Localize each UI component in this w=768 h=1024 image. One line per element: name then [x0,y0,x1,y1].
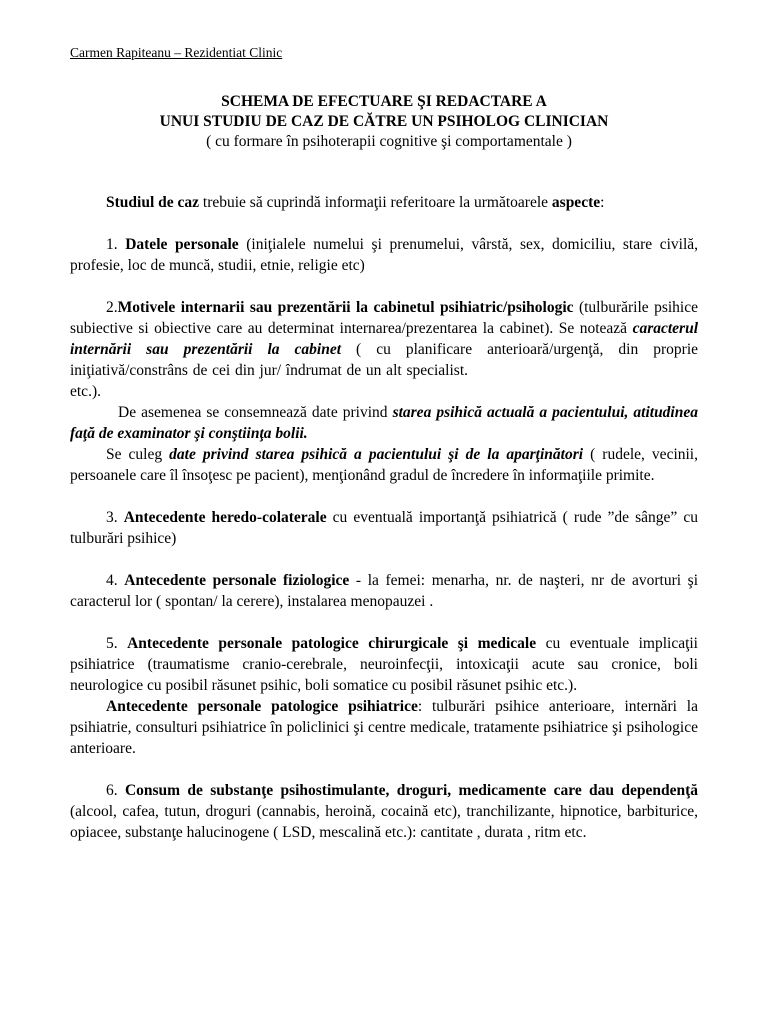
section-4 [70,570,698,612]
section-4-text: - la femei: menarha, nr. de naşteri, nr de avorturi şi caracterul lor ( spontan/ la cerere), instalarea menopauzei . [70,572,698,610]
section-2-p3-text-2: ( rudele, vecinii, persoanele care îl însoţesc pe pacient), menţionând gradul de încredere în informaţiile primite. [70,446,698,484]
section-2-p3-emphasis: date privind starea psihică a pacientului şi de la aparţinători [169,446,584,463]
section-2-text-3: etc.). [70,383,101,400]
intro-text-1: trebuie să cuprindă informaţii referitoare la următoarele [199,194,552,211]
section-5-text-2: : tulburări psihice anterioare, internări la psihiatrie, consulturi psihiatrice în policlinici şi centre medicale, tratamente psihiatrice şi psihologice anterioare. [70,698,698,757]
section-3-number: 3. [106,509,124,526]
section-2-text-1: (tulburările psihice subiective si obiective care au determinat internarea/prezentarea la cabinet). Se notează [70,299,699,337]
section-5-paragraph-2 [70,696,698,759]
section-2-heading: Motivele internarii sau prezentării la cabinetul psihiatric/psihologic [117,299,574,316]
section-6-number: 6. [106,782,125,799]
section-2-paragraph-2 [70,402,698,444]
section-2-emphasis-1: caracterul internării sau prezentării la cabinet [70,320,698,358]
title-line-2: UNUI STUDIU DE CAZ DE CĂTRE UN PSIHOLOG CLINICIAN [159,113,609,130]
section-5 [70,633,698,696]
section-2-text-2: ( cu planificare anterioară/urgenţă, din proprie iniţiativă/constrâns de cei din jur/ îndrumat de un alt specialist. [70,341,699,379]
section-4-number: 4. [106,572,125,589]
section-1-heading: Datele personale [125,236,239,253]
section-5-number: 5. [106,635,128,652]
document-body [70,192,698,843]
intro-paragraph [70,192,698,213]
section-6-heading: Consum de substanţe psihostimulante, droguri, medicamente care dau dependenţă [124,782,698,799]
section-2-p2-emphasis: starea psihică actuală a pacientului, atitudinea faţă de examinator şi conştiinţa bolii. [70,404,698,442]
section-5-text: cu eventuale implicaţii psihiatrice (traumatisme cranio-cerebrale, neuroinfecţii, intoxicaţii acute sau cronice, boli neurologice cu posibil răsunet psihic, boli somatice cu posibil răsunet psihic etc.). [70,635,698,694]
subtitle: ( cu formare în psihoterapii cognitive şi comportamentale ) [206,133,572,150]
section-1-text: (iniţialele numelui şi prenumelui, vârstă, sex, domiciliu, stare civilă, profesie, loc de muncă, studii, etnie, religie etc) [70,236,699,274]
intro-text-2: : [600,194,605,211]
section-1 [70,234,698,276]
section-5-heading-2: Antecedente personale patologice psihiatrice [106,698,418,715]
section-6-text: (alcool, cafea, tutun, droguri (cannabis, heroină, cocaină etc), tranchilizante, hipnotice, barbiturice, opiacee, substanţe halucinogene ( LSD, mescalină etc.): cantitate , durata , ritm etc. [70,803,698,841]
section-4-heading: Antecedente personale fiziologice [124,572,350,589]
intro-bold-1: Studiul de caz [106,194,200,211]
section-2-p3-text-1: Se culeg [106,446,170,463]
section-2-paragraph-3 [70,444,698,486]
section-2-number: 2. [106,299,118,316]
section-5-heading: Antecedente personale patologice chirurgicale şi medicale [127,635,537,652]
section-2-p2-text: De asemenea se consemnează date privind [118,404,393,421]
section-3-heading: Antecedente heredo-colaterale [123,509,327,526]
section-1-number: 1. [106,236,126,253]
section-6 [70,780,698,843]
author-header: Carmen Rapiteanu – Rezidentiat Clinic [70,45,283,60]
intro-bold-2: aspecte [551,194,601,211]
section-2 [70,297,698,402]
section-3-text: cu eventuală importanţă psihiatrică ( rude ”de sânge” cu tulburări psihice) [70,509,698,547]
section-3 [70,507,698,549]
title-line-1: SCHEMA DE EFECTUARE ŞI REDACTARE A [221,93,547,110]
